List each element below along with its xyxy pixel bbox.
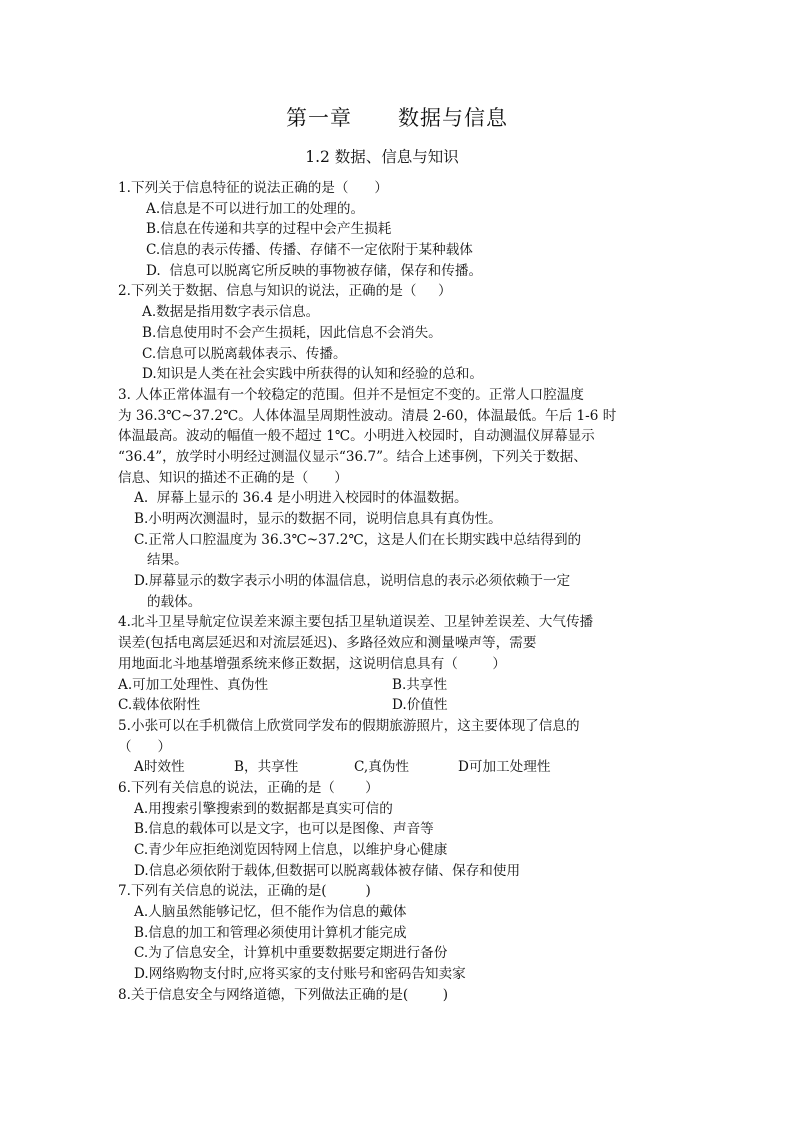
question-2-option-d: D.知识是人类在社会实践中所获得的认知和经验的总和。 — [142, 366, 483, 383]
question-7-option-d: D.网络购物支付时,应将买家的支付账号和密码告知卖家 — [134, 966, 466, 983]
question-3-stem-line-5: 信息、知识的描述不正确的是（ ） — [118, 469, 348, 486]
question-4-stem-line-3: 用地面北斗地基增强系统来修正数据，这说明信息具有（ ） — [118, 655, 507, 672]
question-5-option-b: B，共享性 — [234, 759, 299, 776]
question-3-option-b: B.小明两次测温时，显示的数据不同，说明信息具有真伪性。 — [134, 511, 502, 527]
question-7-option-a: A.人脑虽然能够记忆，但不能作为信息的戴体 — [134, 904, 407, 921]
question-6-option-b: B.信息的载体可以是文字，也可以是图像、声音等 — [134, 821, 434, 838]
question-5-option-a: A时效性 — [134, 759, 185, 776]
question-4-option-b: B.共享性 — [392, 676, 448, 693]
question-1-option-a: A.信息是不可以进行加工的处理的。 — [146, 200, 365, 217]
question-5-stem-line-2: （ ） — [118, 738, 172, 755]
question-1-option-d: D. 信息可以脱离它所反映的事物被存储，保存和传播。 — [146, 262, 483, 279]
question-2-option-b: B.信息使用时不会产生损耗，因此信息不会消失。 — [142, 324, 442, 341]
section-subtitle: 1.2 数据、信息与知识 — [305, 148, 459, 166]
question-5-option-d: D可加工处理性 — [458, 759, 551, 776]
question-7-option-c: C.为了信息安全，计算机中重要数据要定期进行备份 — [134, 945, 448, 962]
question-8-stem: 8.关于信息安全与网络道德，下列做法正确的是( ) — [118, 986, 449, 1003]
question-1-option-b: B.信息在传递和共享的过程中会产生损耗 — [146, 221, 392, 238]
question-list — [118, 178, 684, 1006]
question-3-stem-line-3: 体温最高。波动的幅值一般不超过 1℃。小明进入校园时，自动测温仪屏幕显示 — [118, 428, 595, 445]
question-3-option-c-line-2: 结果。 — [134, 552, 188, 569]
question-6-option-c: C.青少年应拒绝浏览因特网上信息，以维护身心健康 — [134, 842, 448, 858]
question-3-stem-line-2: 为 36.3℃~37.2℃。人体体温呈周期性波动。清晨 2-60，体温最低。午后 1-6 时 — [118, 407, 617, 424]
question-5-options-row — [118, 757, 684, 778]
question-4-options-row-2 — [118, 695, 684, 716]
question-6-option-a: A.用搜索引擎搜索到的数据都是真实可信的 — [134, 800, 393, 817]
question-6-stem: 6.下列有关信息的说法，正确的是（ ） — [118, 779, 379, 796]
question-3-stem-line-1: 3. 人体正常体温有一个较稳定的范围。但并不是恒定不变的。正常人口腔温度 — [118, 386, 584, 403]
question-6-option-d: D.信息必须依附于载体,但数据可以脱离载体被存储、保存和使用 — [134, 862, 521, 879]
question-3-option-c-line-1: C.正常人口腔温度为 36.3℃~37.2℃，这是人们在长期实践中总结得到的 — [134, 531, 582, 548]
question-1-stem: 1.下列关于信息特征的说法正确的是（ ） — [118, 180, 388, 196]
question-4-stem-line-1: 4.北斗卫星导航定位误差来源主要包括卫星轨道误差、卫星钟差误差、大气传播 — [118, 614, 594, 631]
question-3-option-a: A. 屏幕上显示的 36.4 是小明进入校园时的体温数据。 — [134, 490, 468, 507]
question-1-option-c: C.信息的表示传播、传播、存储不一定依附于某种载体 — [146, 242, 473, 259]
question-2-stem: 2.下列关于数据、信息与知识的说法，正确的是（ ） — [118, 283, 452, 300]
chapter-title: 第一章 数据与信息 — [285, 106, 509, 130]
question-5-option-c: C,真伪性 — [354, 759, 410, 776]
question-2-option-c: C.信息可以脱离载体表示、传播。 — [142, 345, 347, 362]
question-3-option-d-line-1: D.屏幕显示的数字表示小明的体温信息，说明信息的表示必须依赖于一定 — [134, 573, 571, 590]
question-4-option-d: D.价值性 — [392, 697, 448, 714]
question-4-stem-line-2: 误差(包括电离层延迟和对流层延迟)、多路径效应和测量噪声等，需要 — [118, 635, 537, 652]
question-7-option-b: B.信息的加工和管理必须使用计算机才能完成 — [134, 924, 407, 941]
question-2-option-a: A.数据是指用数字表示信息。 — [142, 304, 320, 321]
question-3-option-d-line-2: 的载体。 — [134, 593, 202, 610]
question-4-options-row-1 — [118, 675, 684, 696]
question-3-stem-line-4: “36.4”，放学时小明经过测温仪显示“36.7”。结合上述事例，下列关于数据、 — [118, 448, 587, 465]
question-4-option-c: C.载体依附性 — [118, 697, 201, 714]
question-5-stem-line-1: 5.小张可以在手机微信上欣赏同学发布的假期旅游照片，这主要体现了信息的 — [118, 717, 580, 734]
question-4-option-a: A.可加工处理性、真伪性 — [118, 676, 269, 693]
question-7-stem: 7.下列有关信息的说法，正确的是( ) — [118, 883, 371, 900]
